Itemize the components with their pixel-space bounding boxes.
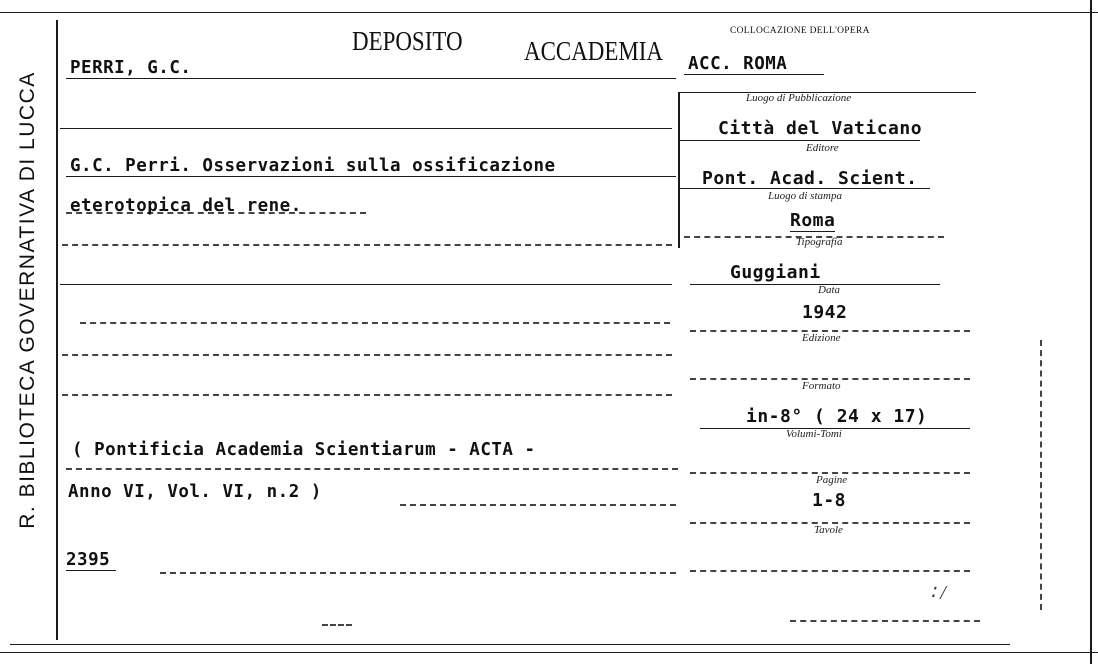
field-rule-3 [690, 284, 940, 285]
body-dash-6 [400, 504, 676, 506]
field-dash-6 [690, 570, 970, 572]
collocazione-label: COLLOCAZIONE DELL'OPERA [730, 26, 870, 36]
perforation-line [1040, 340, 1042, 610]
title-rule [66, 176, 676, 177]
bottom-dash-1 [322, 624, 352, 626]
author-rule [66, 78, 676, 79]
luogo-stampa-label: Luogo di stampa [768, 190, 842, 202]
left-border [56, 20, 58, 640]
body-dash-1 [62, 244, 672, 246]
formato-value: in-8° ( 24 x 17) [746, 406, 928, 427]
right-border [1090, 0, 1092, 664]
body-dash-3 [62, 354, 672, 356]
series-line-1: ( Pontificia Academia Scientiarum - ACTA - [72, 440, 536, 460]
data-label: Data [818, 284, 840, 296]
formato-label: Formato [802, 380, 841, 392]
author-name: PERRI, G.C. [70, 58, 192, 78]
body-dash-4 [62, 394, 672, 396]
luogo-pubblicazione-label: Luogo di Pubblicazione [746, 92, 852, 104]
tipografia-value: Guggiani [730, 262, 821, 283]
volumi-label: Volumi-Tomi [786, 428, 842, 440]
bottom-inner-rule [10, 644, 1010, 645]
title-line-1: G.C. Perri. Osservazioni sulla ossificazione [70, 156, 556, 176]
pagine-value: 1-8 [812, 490, 847, 511]
data-value: 1942 [802, 302, 848, 323]
body-rule-2 [60, 284, 672, 285]
body-dash-7 [160, 572, 676, 574]
luogo-pubblicazione-value: Città del Vaticano [718, 118, 923, 139]
field-rule-1 [680, 140, 920, 141]
body-dash-2 [80, 322, 670, 324]
series-line-2: Anno VI, Vol. VI, n.2 ) [68, 482, 322, 502]
bottom-dash-2 [790, 620, 980, 622]
tipografia-label: Tipografia [796, 236, 843, 248]
luogo-stampa-value: Roma [790, 210, 836, 231]
field-rule-2 [680, 188, 930, 189]
editore-value: Pont. Acad. Scient. [702, 168, 918, 189]
edizione-label: Edizione [802, 332, 841, 344]
deposito-stamp: DEPOSITO [352, 26, 463, 56]
bottom-border [0, 652, 1098, 653]
collocazione-rule [684, 74, 824, 75]
pagine-label: Pagine [816, 474, 848, 486]
tavole-label: Tavole [814, 524, 843, 536]
body-rule-1 [60, 128, 672, 129]
inventory-number: 2395 [66, 550, 116, 571]
library-sidebar [6, 20, 50, 580]
editore-label: Editore [806, 142, 839, 154]
institution-label: R. BIBLIOTECA GOVERNATIVA DI LUCCA [16, 71, 39, 529]
accademia-stamp: ACCADEMIA [524, 36, 663, 66]
column-divider [678, 92, 680, 248]
title-line-2: eterotopica del rene. [70, 196, 302, 216]
top-border [0, 12, 1098, 13]
collocazione-value: ACC. ROMA [688, 54, 788, 74]
handwritten-mark: ∶ / [930, 582, 946, 604]
body-dash-5 [66, 468, 678, 470]
